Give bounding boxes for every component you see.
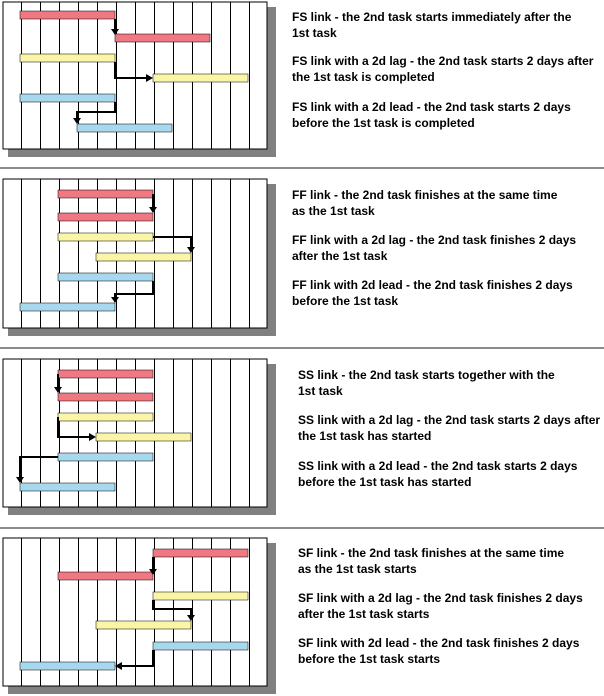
divider-1 <box>0 167 604 169</box>
ss-panel <box>0 356 604 524</box>
task-bar-blue-1 <box>153 642 248 650</box>
ss-gantt-chart <box>0 356 290 524</box>
task-bar-yellow-1 <box>58 413 153 421</box>
sf-lag-link-description: SF link with a 2d lag - the 2nd task finishes 2 days after the 1st task starts <box>298 591 583 621</box>
fs-panel <box>0 0 604 168</box>
task-bar-yellow-2 <box>153 74 248 82</box>
ff-lag-link-description: FF link with a 2d lag - the 2nd task finishes 2 days after the 1st task <box>292 233 577 263</box>
ff-link-description: FF link - the 2nd task finishes at the same time as the 1st task <box>292 188 558 218</box>
task-bar-red-2 <box>58 213 153 221</box>
fs-link-description: FS link - the 2nd task starts immediately after the 1st task <box>292 10 572 40</box>
task-bar-blue-2 <box>20 662 115 670</box>
ff-lead-link-description: FF link with 2d lead - the 2nd task finishes 2 days before the 1st task <box>292 278 573 308</box>
task-bar-red-1 <box>153 549 248 557</box>
sf-panel <box>0 536 604 696</box>
task-bar-yellow-1 <box>58 233 153 241</box>
task-bar-yellow-2 <box>96 621 191 629</box>
task-bar-red-1 <box>58 370 153 378</box>
task-bar-yellow-2 <box>96 253 191 261</box>
task-bar-yellow-1 <box>20 54 115 62</box>
sf-gantt-chart <box>0 536 290 696</box>
fs-lag-link-description: FS link with a 2d lag - the 2nd task starts 2 days after the 1st task is completed <box>292 54 594 84</box>
task-bar-red-2 <box>115 34 210 42</box>
task-bar-blue-2 <box>20 303 115 311</box>
task-bar-yellow-1 <box>153 592 248 600</box>
sf-lead-link-description: SF link with 2d lead - the 2nd task finishes 2 days before the 1st task starts <box>298 636 580 666</box>
ss-link-description: SS link - the 2nd task starts together with the 1st task <box>298 368 555 398</box>
task-bar-red-2 <box>58 393 153 401</box>
ff-panel <box>0 176 604 344</box>
task-bar-blue-1 <box>20 94 115 102</box>
divider-2 <box>0 347 604 349</box>
task-bar-blue-2 <box>20 483 115 491</box>
task-bar-blue-1 <box>58 273 153 281</box>
fs-lead-link-description: FS link with a 2d lead - the 2nd task starts 2 days before the 1st task is completed <box>292 100 571 130</box>
task-bar-blue-2 <box>77 124 172 132</box>
task-bar-red-2 <box>58 572 153 580</box>
task-bar-red-1 <box>58 190 153 198</box>
divider-3 <box>0 527 604 529</box>
ff-gantt-chart <box>0 176 290 344</box>
fs-gantt-chart <box>0 0 290 168</box>
sf-link-description: SF link - the 2nd task finishes at the same time as the 1st task starts <box>298 546 565 576</box>
ss-lead-link-description: SS link with a 2d lead - the 2nd task starts 2 days before the 1st task has started <box>298 459 578 489</box>
task-bar-red-1 <box>20 11 115 19</box>
task-bar-yellow-2 <box>96 433 191 441</box>
task-bar-blue-1 <box>58 453 153 461</box>
ss-lag-link-description: SS link with a 2d lag - the 2nd task starts 2 days after the 1st task has started <box>298 413 601 443</box>
